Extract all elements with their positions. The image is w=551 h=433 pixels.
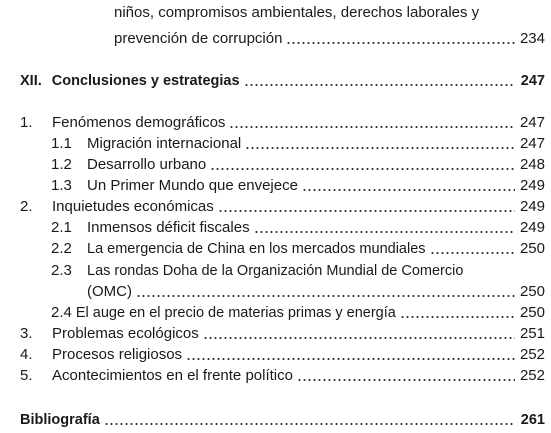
toc-page-number: 249 bbox=[519, 219, 545, 236]
dot-leader bbox=[104, 414, 515, 426]
toc-entry-title: Un Primer Mundo que envejece bbox=[87, 177, 298, 194]
dot-leader bbox=[430, 243, 515, 255]
toc-subsection[interactable] bbox=[51, 131, 545, 153]
toc-entry-title: El auge en el precio de materias primas y energía bbox=[75, 305, 396, 321]
toc-section[interactable] bbox=[20, 321, 545, 343]
dot-leader bbox=[244, 75, 515, 87]
toc-entry[interactable] bbox=[114, 26, 545, 48]
dot-leader bbox=[297, 370, 515, 382]
toc-subsection-continued[interactable] bbox=[87, 279, 545, 301]
toc-section[interactable] bbox=[20, 342, 545, 364]
dot-leader bbox=[286, 33, 515, 45]
toc-page-number: 247 bbox=[520, 73, 545, 89]
chapter-number: XII. bbox=[20, 73, 42, 89]
toc-page-number: 249 bbox=[519, 198, 545, 215]
subsection-number: 2.4 bbox=[51, 304, 72, 321]
toc-subsection[interactable] bbox=[51, 236, 545, 258]
toc-entry-title: Fenómenos demográficos bbox=[52, 114, 226, 131]
toc-entry-title: Inquietudes económicas bbox=[52, 198, 214, 215]
toc-chapter[interactable] bbox=[20, 68, 545, 90]
section-number: 2. bbox=[20, 198, 33, 215]
toc-entry-title: Migración internacional bbox=[87, 135, 242, 152]
toc-page-number: 234 bbox=[519, 30, 545, 47]
bibliography-title: Bibliografía bbox=[20, 412, 100, 428]
subsection-number: 1.1 bbox=[51, 135, 72, 152]
toc-entry-title: Procesos religiosos bbox=[52, 346, 183, 363]
chapter-title: Conclusiones y estrategias bbox=[51, 73, 240, 89]
toc-page-number: 252 bbox=[519, 346, 545, 363]
subsection-number: 2.1 bbox=[51, 219, 72, 236]
toc-entry-title: Las rondas Doha de la Organización Mundial de Comercio bbox=[87, 263, 464, 279]
toc-subsection[interactable] bbox=[51, 173, 545, 195]
dot-leader bbox=[254, 222, 515, 234]
toc-page-number: 252 bbox=[519, 367, 545, 384]
toc-subsection[interactable] bbox=[51, 300, 545, 322]
dot-leader bbox=[218, 201, 515, 213]
toc-page-number: 261 bbox=[520, 412, 545, 428]
toc-entry-title: Desarrollo urbano bbox=[87, 156, 207, 173]
toc-page-number: 247 bbox=[519, 135, 545, 152]
toc-page-number: 250 bbox=[519, 240, 545, 257]
dot-leader bbox=[229, 117, 515, 129]
toc-section[interactable] bbox=[20, 194, 545, 216]
section-number: 3. bbox=[20, 325, 33, 342]
section-number: 4. bbox=[20, 346, 33, 363]
dot-leader bbox=[210, 159, 515, 171]
section-number: 5. bbox=[20, 367, 33, 384]
dot-leader bbox=[245, 138, 515, 150]
toc-page-number: 251 bbox=[519, 325, 545, 342]
toc-entry-title: Acontecimientos en el frente político bbox=[52, 367, 293, 384]
toc-subsection[interactable] bbox=[51, 152, 545, 174]
subsection-number: 1.3 bbox=[51, 177, 72, 194]
toc-entry-title: (OMC) bbox=[87, 283, 132, 300]
toc-entry-title: Inmensos déficit fiscales bbox=[87, 219, 250, 236]
subsection-number: 1.2 bbox=[51, 156, 72, 173]
toc-subsection[interactable] bbox=[51, 258, 545, 280]
toc-entry-title: prevención de corrupción bbox=[114, 30, 283, 47]
toc-section[interactable] bbox=[20, 363, 545, 385]
toc-continuation-line: niños, compromisos ambientales, derechos laborales y bbox=[114, 4, 480, 21]
toc-bibliography[interactable] bbox=[20, 407, 545, 429]
toc-page-number: 249 bbox=[519, 177, 545, 194]
toc-section[interactable] bbox=[20, 110, 545, 132]
section-number: 1. bbox=[20, 114, 33, 131]
toc-entry-title: La emergencia de China en los mercados mundiales bbox=[87, 241, 426, 257]
toc-entry-title: Problemas ecológicos bbox=[52, 325, 199, 342]
dot-leader bbox=[136, 286, 515, 298]
subsection-number: 2.2 bbox=[51, 240, 72, 257]
dot-leader bbox=[400, 307, 515, 319]
dot-leader bbox=[302, 180, 515, 192]
dot-leader bbox=[186, 349, 515, 361]
toc-page-number: 250 bbox=[519, 283, 545, 300]
toc-page-number: 247 bbox=[519, 114, 545, 131]
subsection-number: 2.3 bbox=[51, 262, 72, 279]
toc-subsection[interactable] bbox=[51, 215, 545, 237]
dot-leader bbox=[203, 328, 515, 340]
toc-page-number: 250 bbox=[519, 304, 545, 321]
toc-page-number: 248 bbox=[519, 156, 545, 173]
